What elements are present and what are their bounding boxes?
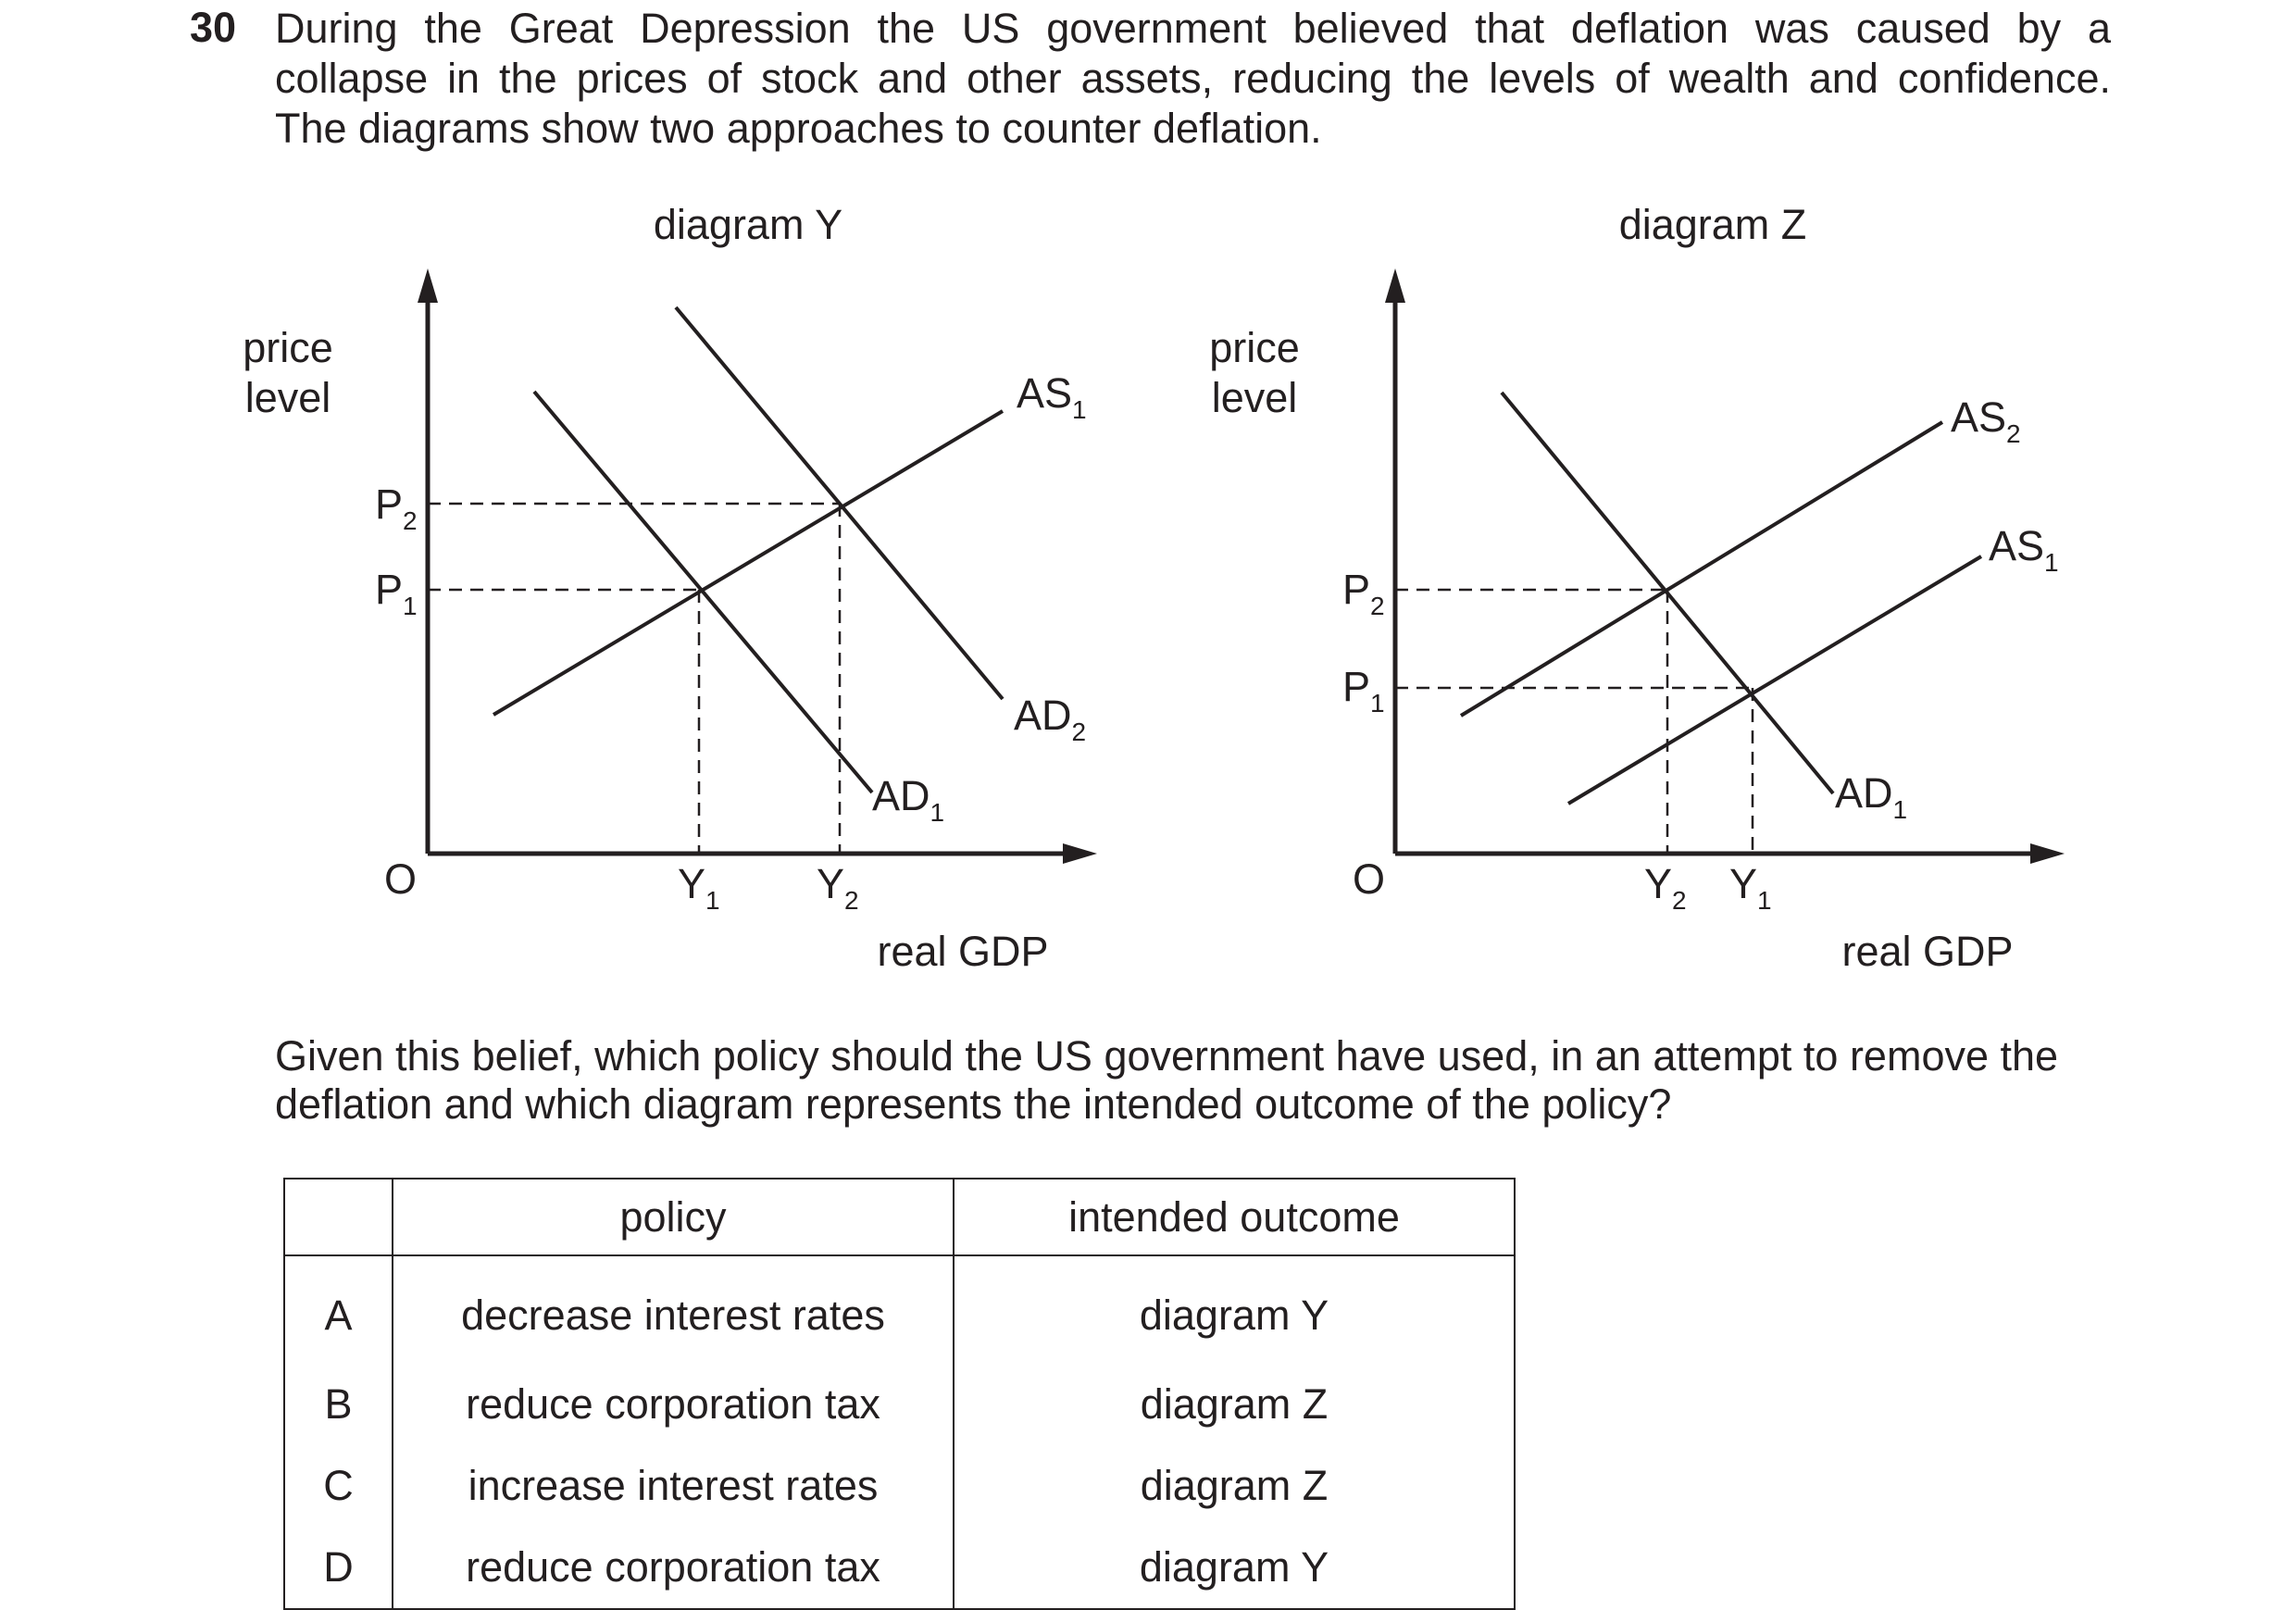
option-outcome: diagram Z — [954, 1445, 1515, 1527]
option-policy: increase interest rates — [393, 1445, 954, 1527]
diagram-z-title: diagram Z — [1618, 201, 1807, 248]
diagram-z-p1-label: $P_1$ — [1342, 663, 1385, 718]
follow-up-line-1: Given this belief, which policy should the US government have used, in an attempt to remove the — [275, 1032, 2059, 1080]
diagram-z-as2-curve — [1461, 422, 1942, 716]
diagram-z-y-arrow — [1385, 268, 1405, 303]
diagram-z-ylabel-line1: price — [1209, 324, 1300, 371]
diagram-y-ad1-label: $AD_1$ — [872, 772, 945, 827]
diagram-z-as1-label: $AS_1$ — [1989, 522, 2059, 577]
diagram-y-ylabel-line2: level — [244, 374, 331, 421]
diagram-z-ylabel-line2: level — [1211, 374, 1298, 421]
diagram-z-y2-label: $Y_2$ — [1644, 860, 1687, 915]
question-number: 30 — [190, 4, 237, 51]
follow-up-line-2: deflation and which diagram represents the intended outcome of the policy? — [275, 1080, 1672, 1128]
diagram-y-y1-label: $Y_1$ — [678, 860, 720, 915]
diagram-z-p2-label: $P_2$ — [1342, 566, 1385, 620]
diagram-y-ad2-label: $AD_2$ — [1014, 692, 1087, 746]
diagram-z-as1-curve — [1568, 556, 1981, 804]
question-line-2: collapse in the prices of stock and other assets, reducing the levels of wealth and confidence. — [275, 55, 2111, 102]
diagram-y-as1-curve — [493, 411, 1003, 715]
diagram-z-ad1-label: $AD_1$ — [1835, 769, 1908, 824]
options-table — [283, 1178, 1516, 1610]
option-outcome: diagram Z — [954, 1364, 1515, 1445]
diagram-z-xlabel: real GDP — [1841, 928, 2014, 975]
diagram-y-p2-label: $P_2$ — [375, 481, 418, 535]
option-policy: reduce corporation tax — [393, 1527, 954, 1609]
diagram-y — [243, 201, 1097, 975]
diagram-y-as1-label: $AS_1$ — [1017, 369, 1087, 424]
option-letter: A — [284, 1255, 393, 1364]
option-policy: decrease interest rates — [393, 1255, 954, 1364]
options-header-row — [284, 1179, 1515, 1255]
diagram-y-title: diagram Y — [653, 201, 843, 248]
option-row-b[interactable] — [284, 1364, 1515, 1445]
diagram-y-p1-label: $P_1$ — [375, 566, 418, 620]
option-row-c[interactable] — [284, 1445, 1515, 1527]
header-letter — [284, 1179, 393, 1255]
diagram-z-y1-label: $Y_1$ — [1729, 860, 1772, 915]
diagram-z-x-arrow — [2030, 843, 2065, 864]
question-line-1: During the Great Depression the US government believed that deflation was caused by a — [275, 5, 2111, 52]
option-outcome: diagram Y — [954, 1527, 1515, 1609]
option-letter: B — [284, 1364, 393, 1445]
diagram-z — [1209, 201, 2065, 975]
option-letter: D — [284, 1527, 393, 1609]
option-row-d[interactable] — [284, 1527, 1515, 1609]
option-letter: C — [284, 1445, 393, 1527]
option-policy: reduce corporation tax — [393, 1364, 954, 1445]
header-policy: policy — [393, 1179, 954, 1255]
diagram-z-origin: O — [1353, 855, 1386, 903]
diagram-y-ylabel-line1: price — [243, 324, 333, 371]
diagram-z-as2-label: $AS_2$ — [1951, 393, 2021, 448]
question-line-3: The diagrams show two approaches to counter deflation. — [275, 105, 1322, 152]
diagram-y-x-arrow — [1063, 843, 1097, 864]
diagram-y-xlabel: real GDP — [877, 928, 1049, 975]
option-outcome: diagram Y — [954, 1255, 1515, 1364]
diagram-y-y2-label: $Y_2$ — [817, 860, 859, 915]
diagram-y-y-arrow — [418, 268, 438, 303]
diagram-y-origin: O — [384, 855, 418, 903]
option-row-a[interactable] — [284, 1255, 1515, 1364]
diagram-y-ad1-curve — [534, 392, 872, 793]
header-outcome: intended outcome — [954, 1179, 1515, 1255]
